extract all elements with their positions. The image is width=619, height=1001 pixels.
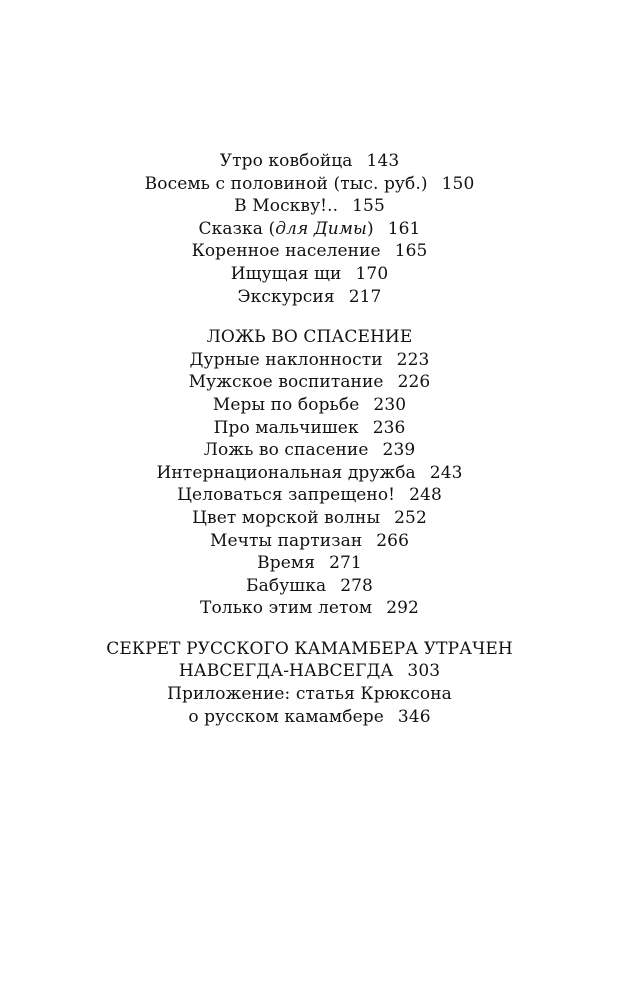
toc-entry-title-post: )	[366, 218, 374, 239]
toc-group-3	[0, 638, 619, 728]
toc-entry-page: 252	[394, 507, 427, 528]
toc-entry	[0, 218, 619, 241]
toc-entry-title: Бабушка	[246, 575, 327, 596]
toc-group-1	[0, 150, 619, 308]
toc-entry-page: 155	[352, 196, 385, 217]
toc-entry-page: 143	[366, 151, 400, 171]
toc-entry	[0, 371, 619, 394]
toc-entry-title: Время	[257, 553, 316, 574]
toc-entry-page: 278	[340, 575, 373, 596]
toc-entry	[0, 484, 619, 507]
section-heading-line2: НАВСЕГДА-НАВСЕГДА	[178, 661, 394, 682]
toc-entry-title: Коренное население	[191, 241, 381, 262]
toc-entry-title: В Москву!..	[234, 196, 339, 217]
toc-entry-title: Интернациональная дружба	[156, 462, 416, 483]
toc-entry-page: 223	[396, 349, 430, 370]
toc-entry	[0, 462, 619, 485]
toc-entry	[0, 597, 619, 620]
toc-entry-title-italic: для Димы	[275, 218, 367, 239]
toc-entry	[0, 263, 619, 286]
toc-entry-page: 236	[372, 417, 406, 438]
toc-entry-title: Мечты партизан	[209, 530, 363, 551]
toc-entry-page: 170	[355, 263, 389, 284]
toc-entry	[0, 349, 619, 372]
toc-entry	[0, 417, 619, 440]
toc-entry-page: 161	[387, 218, 421, 239]
toc-entry	[0, 683, 619, 706]
toc-entry	[0, 439, 619, 462]
toc-entry-title: Про мальчишек	[213, 417, 359, 438]
toc-entry-title: Только этим летом	[200, 598, 373, 619]
toc-entry-page: 230	[373, 394, 407, 415]
toc-entry-page: 217	[348, 286, 382, 307]
toc-entry	[0, 530, 619, 553]
toc-entry-page: 266	[376, 530, 410, 551]
toc-entry-title-pre: Сказка (	[198, 218, 276, 239]
toc-entry-page: 226	[397, 372, 431, 393]
toc-entry-page: 243	[429, 462, 463, 483]
toc-entry-title: Дурные наклонности	[189, 349, 383, 370]
toc-entry-title: Меры по борьбе	[212, 394, 360, 415]
toc-entry	[0, 394, 619, 417]
toc-entry-page: 150	[441, 173, 475, 194]
toc-entry-page: 165	[394, 241, 428, 262]
toc-entry	[0, 150, 619, 173]
section-heading: СЕКРЕТ РУССКОГО КАМАМБЕРА УТРАЧЕН	[106, 638, 513, 659]
toc-entry-title: Мужское воспитание	[188, 372, 384, 393]
toc-entry-title: Экскурсия	[237, 286, 335, 307]
toc-entry-title: о русском камамбере	[188, 706, 384, 727]
toc-entry-title: Целоваться запрещено!	[177, 485, 396, 506]
table-of-contents	[0, 150, 619, 746]
toc-entry-title: Цвет морской волны	[192, 507, 381, 528]
toc-entry	[0, 286, 619, 309]
toc-entry	[0, 507, 619, 530]
toc-entry-page: 346	[397, 706, 431, 727]
toc-entry	[0, 552, 619, 575]
toc-entry	[0, 173, 619, 196]
section-heading-continued	[0, 660, 619, 683]
section-heading: ЛОЖЬ ВО СПАСЕНИЕ	[206, 327, 413, 348]
toc-entry-title: Ищущая щи	[230, 263, 342, 284]
toc-entry-title: Ложь во спасение	[203, 440, 369, 461]
toc-entry-page: 248	[409, 485, 442, 506]
toc-entry-title: Восемь с половиной (тыс. руб.)	[144, 173, 428, 194]
toc-entry-page: 239	[382, 440, 416, 461]
toc-entry-page: 303	[407, 661, 441, 682]
toc-entry	[0, 575, 619, 598]
toc-entry-title: Приложение: статья Крюксона	[167, 684, 452, 705]
toc-entry	[0, 195, 619, 218]
toc-entry-continued	[0, 706, 619, 729]
toc-entry-page: 271	[329, 553, 362, 574]
toc-entry-title: Утро ковбойца	[219, 151, 353, 171]
toc-entry	[0, 240, 619, 263]
toc-entry-page: 292	[386, 598, 419, 619]
toc-group-2	[0, 326, 619, 620]
